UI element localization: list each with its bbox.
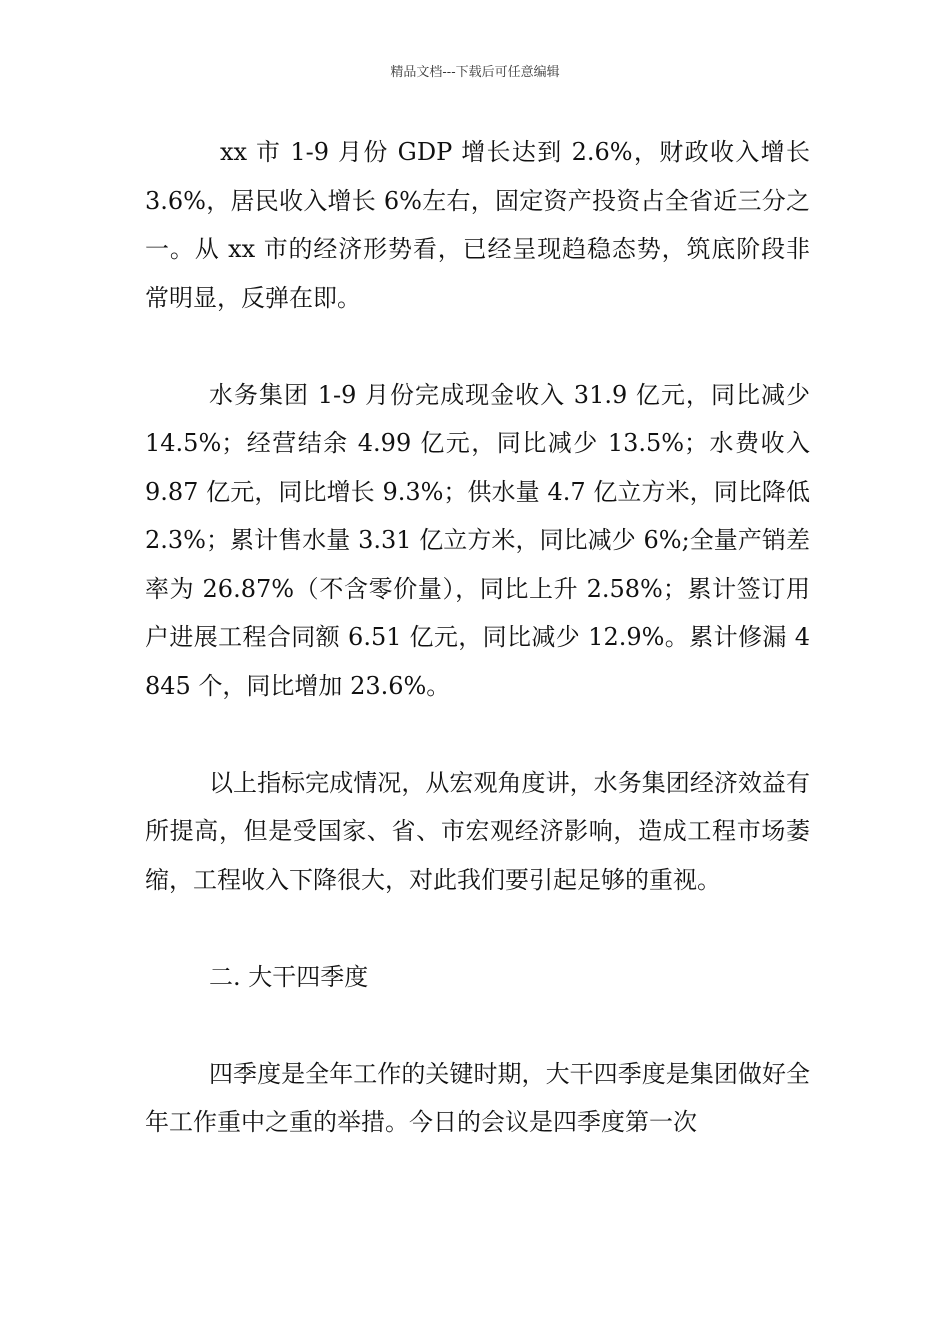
paragraph-water-group-stats: 水务集团 1-9 月份完成现金收入 31.9 亿元，同比减少 14.5%；经营结余 4.99 亿元，同比减少 13.5%；水费收入 9.87 亿元，同比增长 9.3%；供水量 4.7 亿立方米，同比降低 2.3%；累计售水量 3.31 亿立方米，同比减少 6%;全量产销差率为 26.87%（不含零价量），同比上升 2.58%；累计签订用户进展工程合同额 6.51 亿元，同比减少 12.9%。累计修漏 4845 个，同比增加 23.6%。 bbox=[145, 380, 810, 700]
page-header: 精品文档---下载后可任意编辑 bbox=[390, 65, 560, 80]
paragraph-economy: xx 市 1-9 月份 GDP 增长达到 2.6%，财政收入增长 3.6%，居民收入增长 6%左右，固定资产投资占全省近三分之一。从 xx 市的经济形势看，已经呈现趋稳态势，筑底阶段非常明显，反弹在即。 bbox=[145, 138, 810, 312]
document-body bbox=[145, 128, 810, 1195]
paragraph-fourth-quarter: 四季度是全年工作的关键时期，大干四季度是集团做好全年工作重中之重的举措。今日的会议是四季度第一次 bbox=[145, 1059, 810, 1136]
paragraph-indicators-summary: 以上指标完成情况，从宏观角度讲，水务集团经济效益有所提高，但是受国家、省、市宏观经济影响，造成工程市场萎缩，工程收入下降很大，对此我们要引起足够的重视。 bbox=[145, 768, 810, 894]
section-heading: 二. 大干四季度 bbox=[209, 962, 369, 991]
